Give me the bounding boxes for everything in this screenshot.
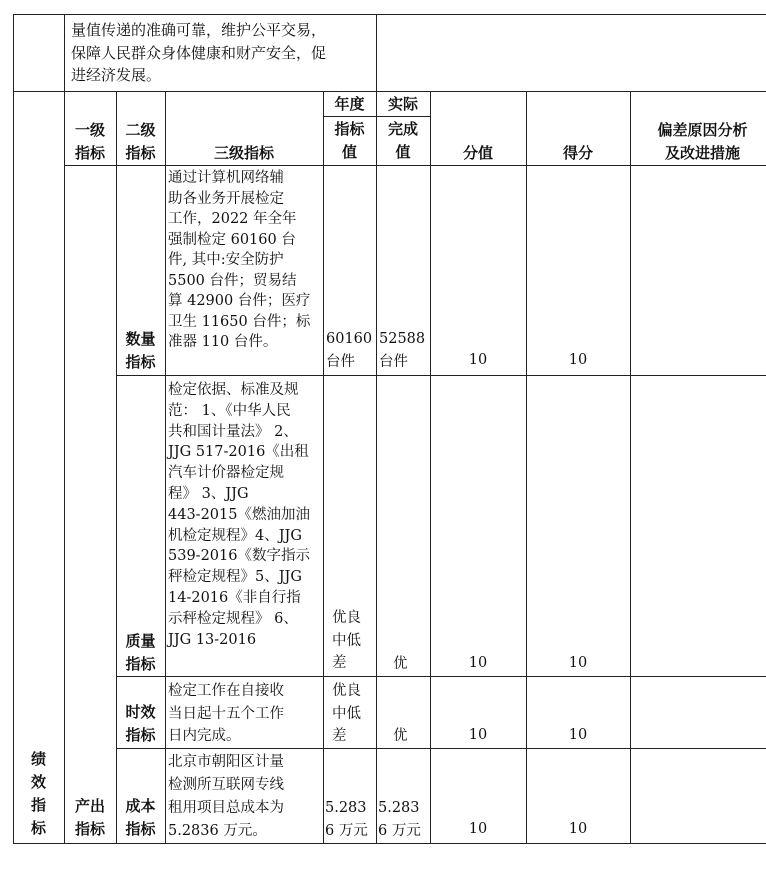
header-text: 指标	[334, 120, 365, 138]
text-line: 保障人民群众身体健康和财产安全，促	[71, 43, 327, 62]
text-line: 台件	[379, 354, 408, 370]
score-value-cell: 10	[468, 655, 488, 671]
header-bottom-border	[64, 165, 766, 166]
text-line: 中低	[332, 705, 361, 722]
score-value-cell: 10	[468, 352, 488, 368]
row-name-timeliness	[116, 701, 165, 747]
label-text: 指标	[125, 655, 156, 673]
text-line: 14-2016《非自行指	[168, 589, 301, 606]
table-left-border	[13, 14, 14, 844]
text-line: 6 万元	[378, 823, 421, 839]
row-desc-cost	[168, 751, 284, 843]
text-line: 范： 1、《中华人民	[168, 402, 291, 419]
label-text: 指标	[125, 726, 156, 744]
score-cell: 10	[568, 352, 588, 368]
header-text: 年度	[334, 95, 365, 113]
row-divider	[116, 676, 766, 677]
label-text: 指标	[125, 820, 156, 838]
header-text: 完成	[387, 120, 418, 138]
row-name-quantity	[116, 328, 165, 374]
text-line: 443-2015《燃油加油	[168, 506, 310, 523]
col-divider	[165, 91, 166, 844]
text-line: 检测所互联网专线	[168, 777, 284, 793]
text-line: 检定依据、标准及规	[168, 382, 299, 398]
text-line: 5.2836 万元。	[168, 823, 267, 839]
text-line: 量值传递的准确可靠，维护公平交易，	[71, 21, 327, 39]
col-divider	[630, 91, 631, 844]
text-line: 算 42900 台件；医疗	[168, 293, 311, 309]
text-line: 5.283	[325, 800, 367, 816]
label-text: 产出	[74, 797, 105, 815]
text-line: 准器 110 台件。	[168, 334, 278, 350]
table-bottom-border	[13, 843, 766, 844]
first-level-indicator	[13, 748, 64, 840]
text-line: 机检定规程》4、JJG	[168, 527, 302, 544]
text-line: 卫生 11650 台件；标	[168, 313, 311, 330]
label-char: 指	[30, 796, 46, 814]
text-line: 中低	[332, 632, 361, 649]
label-text: 数量	[125, 330, 156, 348]
text-line: 示秤检定规程》 6、	[168, 610, 298, 627]
score-cell: 10	[568, 655, 588, 671]
header-level1	[64, 119, 116, 165]
text-line: 6 万元	[325, 823, 368, 839]
header-score-value	[430, 142, 526, 165]
score-cell: 10	[568, 821, 588, 837]
text-line: 优良	[332, 610, 361, 626]
score-value-cell: 10	[468, 727, 488, 743]
text-line: 当日起十五个工作	[168, 705, 284, 722]
row-divider	[116, 375, 766, 376]
row-name-cost	[116, 795, 165, 841]
text-line: JJG 13-2016	[168, 631, 257, 648]
header-text: 指标	[125, 144, 156, 162]
score-cell: 10	[568, 727, 588, 743]
text-line: 助各业务开展检定	[168, 190, 284, 207]
goal-description	[71, 19, 326, 87]
header-level2	[116, 119, 165, 165]
text-line: 差	[332, 728, 347, 744]
row-desc-quantity	[168, 168, 310, 353]
row-actual-quality	[393, 653, 408, 676]
row-target-quality	[332, 607, 361, 675]
header-text: 一级	[74, 121, 105, 139]
text-line: 秤检定规程》5、JJG	[168, 569, 302, 586]
row-desc-timeliness	[168, 680, 284, 748]
table-top-border	[13, 14, 766, 15]
text-line: 差	[332, 655, 347, 671]
header-annual-target	[323, 93, 376, 164]
header-text: 二级	[125, 121, 156, 139]
row-divider	[13, 91, 766, 92]
text-line: 52588	[379, 331, 426, 347]
text-line: 台件	[326, 354, 355, 370]
text-line: 北京市朝阳区计量	[168, 754, 284, 770]
text-line: 程》 3、JJG	[168, 485, 249, 502]
header-text: 指标	[74, 144, 105, 162]
text-line: 60160	[326, 331, 373, 347]
label-char: 效	[30, 773, 46, 791]
text-line: 检定工作在自接收	[168, 683, 284, 699]
label-text: 时效	[125, 703, 156, 721]
row-target-cost	[325, 797, 368, 843]
header-deviation	[630, 119, 766, 165]
second-group-label	[64, 795, 116, 841]
text-line: 5500 台件；贸易结	[168, 272, 297, 289]
label-text: 成本	[125, 797, 156, 815]
header-score	[526, 142, 630, 165]
header-text: 值	[341, 143, 357, 161]
text-line: 5.283	[378, 800, 420, 816]
row-name-quality	[116, 630, 165, 676]
text-line: 工作，2022 年全年	[168, 211, 297, 227]
header-text: 三级指标	[213, 144, 274, 162]
header-text: 偏差原因分析	[657, 121, 748, 139]
label-char: 绩	[30, 750, 46, 768]
label-text: 指标	[125, 353, 156, 371]
row-target-quantity	[326, 328, 372, 374]
col-divider	[323, 91, 324, 844]
text-line: 租用项目总成本为	[168, 800, 284, 816]
label-text: 质量	[125, 632, 156, 650]
text-line: 汽车计价器检定规	[168, 465, 284, 482]
score-value-cell: 10	[468, 821, 488, 837]
label-text: 指标	[74, 820, 105, 838]
text-line: 日内完成。	[168, 728, 241, 744]
row-target-timeliness	[332, 680, 361, 748]
text-line: 进经济发展。	[71, 66, 162, 84]
header-level3	[165, 142, 323, 165]
text-line: 共和国计量法》 2、	[168, 423, 298, 440]
label-char: 标	[30, 819, 46, 837]
text-line: 强制检定 60160 台	[168, 231, 296, 248]
text-line: 539-2016《数字指示	[168, 548, 310, 565]
text-line: 通过计算机网络辅	[168, 170, 284, 186]
header-text: 得分	[562, 144, 593, 162]
header-actual	[376, 93, 430, 164]
text-line: 优	[393, 728, 408, 744]
header-text: 及改进措施	[664, 144, 740, 162]
row-divider	[116, 748, 766, 749]
header-text: 分值	[462, 144, 493, 162]
text-line: 优	[393, 656, 408, 672]
row-actual-timeliness	[393, 725, 408, 748]
text-line: 件, 其中:安全防护	[168, 252, 284, 268]
header-text: 值	[395, 143, 411, 161]
text-line: JJG 517-2016《出租	[168, 444, 309, 461]
row-desc-quality	[168, 380, 310, 650]
header-text: 实际	[387, 95, 418, 113]
row-actual-cost	[378, 797, 421, 843]
row-actual-quantity	[379, 328, 425, 374]
text-line: 优良	[332, 683, 361, 699]
